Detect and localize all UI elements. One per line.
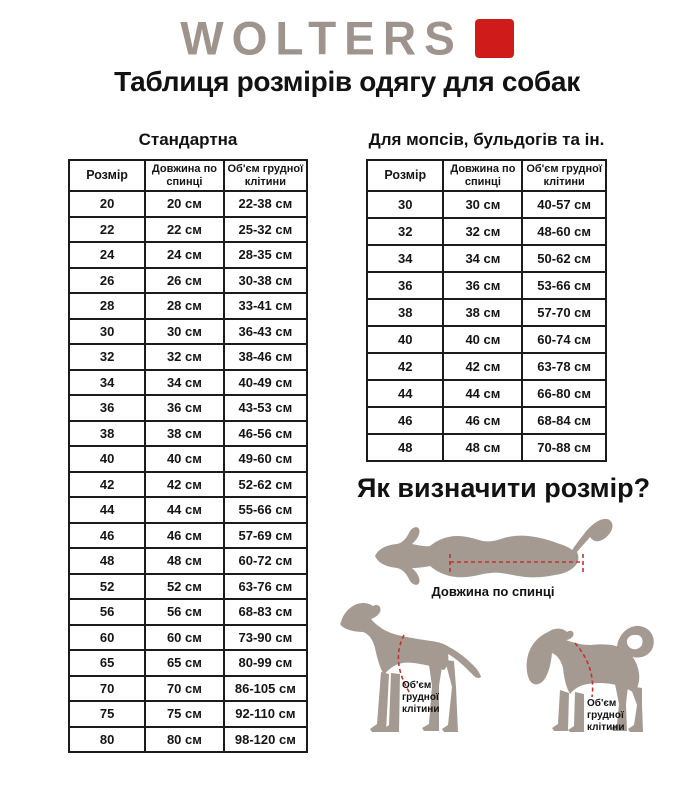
table-row xyxy=(69,701,307,727)
table-cell: 52 xyxy=(69,574,145,600)
table-cell: 48 xyxy=(367,434,443,461)
table-cell: 60 xyxy=(69,625,145,651)
table-cell: 36 см xyxy=(443,272,522,299)
how-to-title: Як визначити розмір? xyxy=(357,473,651,503)
table-cell: 30-38 см xyxy=(224,268,307,294)
table-row xyxy=(367,326,606,353)
table-cell: 70 xyxy=(69,676,145,702)
table-row xyxy=(69,676,307,702)
table-cell: 33-41 см xyxy=(224,293,307,319)
table-cell: 60-72 см xyxy=(224,548,307,574)
table-cell: 44 xyxy=(367,380,443,407)
how-to-measure-section xyxy=(333,468,694,800)
table-cell: 92-110 см xyxy=(224,701,307,727)
table-cell: 55-66 см xyxy=(224,497,307,523)
table-cell: 53-66 см xyxy=(522,272,606,299)
table-cell: 42 см xyxy=(443,353,522,380)
table-row xyxy=(367,380,606,407)
table-cell: 44 см xyxy=(145,497,224,523)
table-row xyxy=(69,395,307,421)
table-row xyxy=(69,574,307,600)
table-cell: 40 xyxy=(367,326,443,353)
table-cell: 80-99 см xyxy=(224,650,307,676)
table-cell: 46 см xyxy=(145,523,224,549)
back-length-label: Довжина по спинці xyxy=(431,584,555,599)
table-cell: 40-57 см xyxy=(522,191,606,218)
brand-red-square-icon xyxy=(475,19,514,58)
table-cell: 28 см xyxy=(145,293,224,319)
table-row xyxy=(69,268,307,294)
table-cell: 20 см xyxy=(145,191,224,217)
table-cell: 50-62 см xyxy=(522,245,606,272)
table-cell: 34 см xyxy=(443,245,522,272)
table-cell: 57-70 см xyxy=(522,299,606,326)
table-row xyxy=(69,625,307,651)
table-cell: 46 см xyxy=(443,407,522,434)
table-cell: 42 xyxy=(69,472,145,498)
table-cell: 48 см xyxy=(443,434,522,461)
table-row xyxy=(367,353,606,380)
standard-size-table xyxy=(68,159,308,753)
table-row xyxy=(69,446,307,472)
table-cell: 46 xyxy=(367,407,443,434)
table-row xyxy=(367,191,606,218)
table-cell: 86-105 см xyxy=(224,676,307,702)
table-cell: 98-120 см xyxy=(224,727,307,753)
table-cell: 34 xyxy=(69,370,145,396)
table-cell: 48 xyxy=(69,548,145,574)
table-row xyxy=(69,344,307,370)
table-cell: 34 xyxy=(367,245,443,272)
table-row xyxy=(69,650,307,676)
table-cell: 22-38 см xyxy=(224,191,307,217)
table-cell: 36 xyxy=(367,272,443,299)
page-title: Таблиця розмірів одягу для собак xyxy=(114,66,580,97)
dog-top-body-path xyxy=(375,519,613,585)
table-row xyxy=(69,497,307,523)
table-cell: 40 см xyxy=(145,446,224,472)
table-cell: 24 xyxy=(69,242,145,268)
pug-size-table xyxy=(366,159,607,462)
table-cell: 30 см xyxy=(443,191,522,218)
table-cell: 57-69 см xyxy=(224,523,307,549)
table-cell: 24 см xyxy=(145,242,224,268)
table-row xyxy=(69,472,307,498)
table-cell: 52-62 см xyxy=(224,472,307,498)
table-cell: 75 см xyxy=(145,701,224,727)
chest-label: Об'єм грудної клітини xyxy=(587,698,625,733)
table-cell: 30 см xyxy=(145,319,224,345)
column-header-size: Розмір xyxy=(367,160,443,191)
table-cell: 46 xyxy=(69,523,145,549)
column-header-size: Розмір xyxy=(69,160,145,191)
table-cell: 20 xyxy=(69,191,145,217)
pug-size-table-section xyxy=(366,130,607,462)
table-cell: 26 xyxy=(69,268,145,294)
table-cell: 66-80 см xyxy=(522,380,606,407)
standard-size-table-section xyxy=(68,130,308,753)
standard-table-title: Стандартна xyxy=(138,130,238,149)
table-row xyxy=(367,245,606,272)
table-cell: 68-83 см xyxy=(224,599,307,625)
table-cell: 22 см xyxy=(145,217,224,243)
table-row xyxy=(69,523,307,549)
table-cell: 42 xyxy=(367,353,443,380)
table-cell: 63-76 см xyxy=(224,574,307,600)
table-cell: 25-32 см xyxy=(224,217,307,243)
table-cell: 22 xyxy=(69,217,145,243)
table-cell: 63-78 см xyxy=(522,353,606,380)
brand-logo xyxy=(0,11,694,65)
table-cell: 52 см xyxy=(145,574,224,600)
table-header-row xyxy=(69,160,307,191)
table-cell: 30 xyxy=(69,319,145,345)
column-header-chest: Об'єм грудної клітини xyxy=(522,160,606,191)
table-cell: 32 см xyxy=(443,218,522,245)
table-row xyxy=(69,319,307,345)
table-row xyxy=(367,272,606,299)
table-cell: 38-46 см xyxy=(224,344,307,370)
column-header-back-length: Довжина по спинці xyxy=(443,160,522,191)
table-cell: 73-90 см xyxy=(224,625,307,651)
table-row xyxy=(69,191,307,217)
table-row xyxy=(367,434,606,461)
table-cell: 44 см xyxy=(443,380,522,407)
table-cell: 60 см xyxy=(145,625,224,651)
table-cell: 36 см xyxy=(145,395,224,421)
table-cell: 68-84 см xyxy=(522,407,606,434)
table-cell: 75 xyxy=(69,701,145,727)
chest-label: Об'єм грудної клітини xyxy=(402,680,440,715)
table-cell: 32 xyxy=(367,218,443,245)
table-cell: 65 см xyxy=(145,650,224,676)
table-row xyxy=(69,727,307,753)
table-cell: 38 см xyxy=(145,421,224,447)
table-row xyxy=(69,599,307,625)
table-cell: 40-49 см xyxy=(224,370,307,396)
table-cell: 36-43 см xyxy=(224,319,307,345)
table-cell: 28 xyxy=(69,293,145,319)
table-cell: 26 см xyxy=(145,268,224,294)
table-row xyxy=(69,293,307,319)
table-cell: 70-88 см xyxy=(522,434,606,461)
table-cell: 48-60 см xyxy=(522,218,606,245)
table-cell: 38 xyxy=(69,421,145,447)
table-cell: 56 xyxy=(69,599,145,625)
table-cell: 46-56 см xyxy=(224,421,307,447)
table-cell: 32 см xyxy=(145,344,224,370)
table-row xyxy=(367,299,606,326)
brand-logo-text: WOLTERS xyxy=(180,11,463,65)
table-cell: 38 xyxy=(367,299,443,326)
table-row xyxy=(69,548,307,574)
table-row xyxy=(69,370,307,396)
table-cell: 43-53 см xyxy=(224,395,307,421)
table-cell: 38 см xyxy=(443,299,522,326)
table-cell: 70 см xyxy=(145,676,224,702)
table-row xyxy=(69,217,307,243)
table-cell: 40 см xyxy=(443,326,522,353)
table-cell: 48 см xyxy=(145,548,224,574)
column-header-back-length: Довжина по спинці xyxy=(145,160,224,191)
table-cell: 40 xyxy=(69,446,145,472)
pug-table-title: Для мопсів, бульдогів та ін. xyxy=(368,130,605,149)
table-cell: 80 см xyxy=(145,727,224,753)
table-cell: 56 см xyxy=(145,599,224,625)
table-cell: 42 см xyxy=(145,472,224,498)
table-cell: 65 xyxy=(69,650,145,676)
table-cell: 36 xyxy=(69,395,145,421)
table-cell: 60-74 см xyxy=(522,326,606,353)
table-cell: 80 xyxy=(69,727,145,753)
table-cell: 44 xyxy=(69,497,145,523)
table-row xyxy=(69,242,307,268)
column-header-chest: Об'єм грудної клітини xyxy=(224,160,307,191)
table-cell: 30 xyxy=(367,191,443,218)
table-row xyxy=(367,218,606,245)
table-cell: 32 xyxy=(69,344,145,370)
table-header-row xyxy=(367,160,606,191)
table-row xyxy=(69,421,307,447)
table-cell: 28-35 см xyxy=(224,242,307,268)
table-cell: 34 см xyxy=(145,370,224,396)
table-cell: 49-60 см xyxy=(224,446,307,472)
table-row xyxy=(367,407,606,434)
